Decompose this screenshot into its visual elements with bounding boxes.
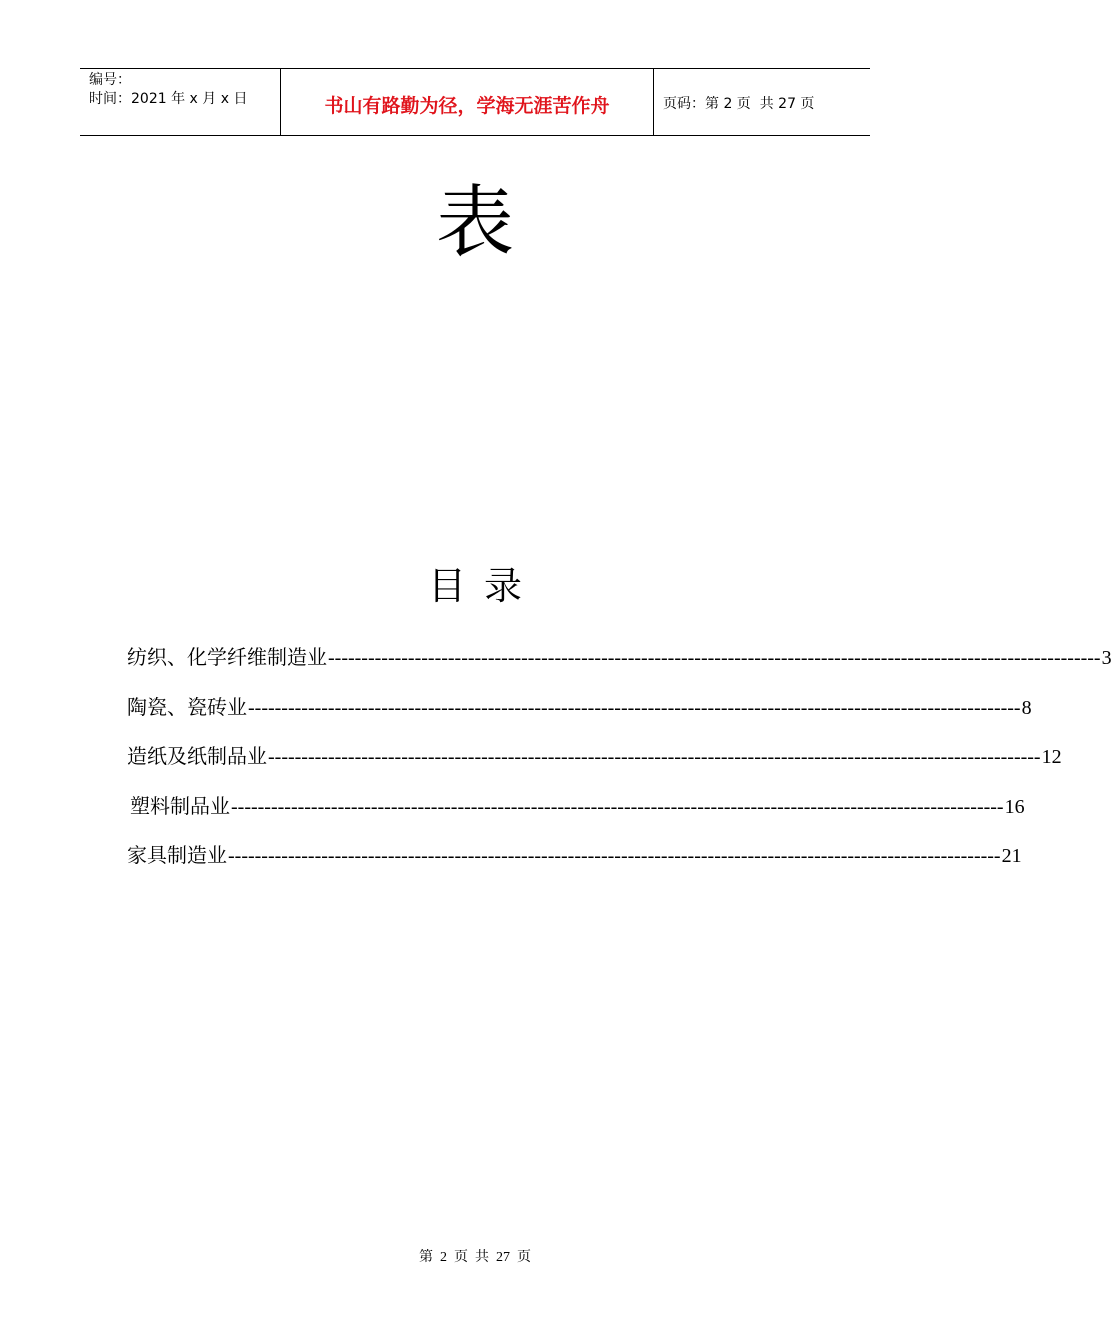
toc-entry-page: 3 bbox=[1101, 647, 1112, 669]
toc-entry-page: 12 bbox=[1041, 746, 1062, 768]
toc-entry-name: 家具制造业 bbox=[127, 845, 227, 867]
toc-entry-name: 纺织、化学纤维制造业 bbox=[127, 647, 327, 669]
page-footer: 第 2 页 共 27 页 bbox=[419, 1250, 531, 1265]
toc-heading: 目录 bbox=[427, 564, 540, 608]
toc-leader: -------------------------------------------------------------------------------------------------------------------- bbox=[328, 647, 1101, 669]
toc-entry[interactable] bbox=[127, 640, 1112, 690]
table-of-contents bbox=[127, 640, 1112, 888]
header-page-info: 页码：第 2 页 共 27 页 bbox=[663, 96, 815, 112]
toc-entry[interactable] bbox=[127, 739, 1062, 789]
toc-entry[interactable] bbox=[127, 789, 1025, 839]
toc-entry-name: 塑料制品业 bbox=[130, 795, 230, 818]
toc-leader: -------------------------------------------------------------------------------------------------------------------- bbox=[268, 746, 1041, 768]
toc-leader: -------------------------------------------------------------------------------------------------------------------- bbox=[228, 845, 1001, 867]
toc-leader: -------------------------------------------------------------------------------------------------------------------- bbox=[231, 795, 1004, 818]
toc-entry-page: 16 bbox=[1004, 795, 1025, 818]
toc-entry-name: 造纸及纸制品业 bbox=[127, 746, 267, 768]
toc-entry-page: 8 bbox=[1021, 696, 1032, 719]
page-header bbox=[80, 68, 870, 136]
toc-leader: -------------------------------------------------------------------------------------------------------------------- bbox=[248, 696, 1021, 719]
header-motto: 书山有路勤为径，学海无涯苦作舟 bbox=[281, 69, 654, 135]
document-date-label: 时间：2021 年 x 月 x 日 bbox=[89, 91, 248, 107]
toc-entry[interactable] bbox=[127, 690, 1032, 740]
toc-entry[interactable] bbox=[127, 838, 1022, 888]
header-meta-cell bbox=[80, 69, 281, 135]
toc-entry-name: 陶瓷、瓷砖业 bbox=[127, 696, 247, 719]
document-number-label: 编号： bbox=[89, 72, 131, 88]
document-title-character: 表 bbox=[435, 178, 514, 268]
toc-entry-page: 21 bbox=[1001, 845, 1022, 867]
